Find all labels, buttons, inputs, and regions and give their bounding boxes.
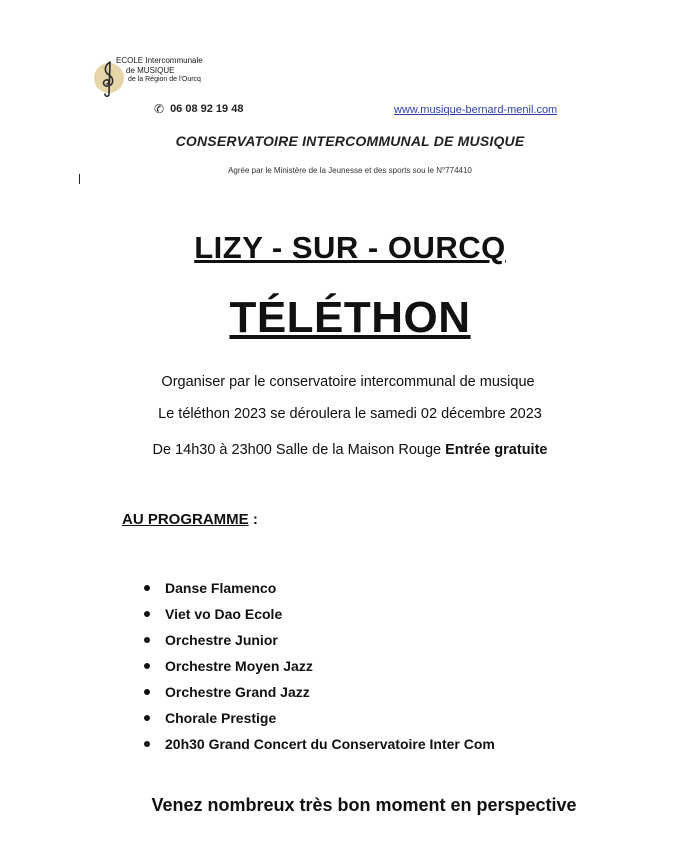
- program-item: [142, 604, 495, 630]
- logo-line-3: de la Région de l'Ourcq: [128, 76, 201, 83]
- event-title: TÉLÉTHON: [229, 293, 471, 342]
- free-entry-text: Entrée gratuite: [445, 442, 548, 458]
- program-item: [142, 630, 495, 656]
- program-list: [142, 578, 495, 760]
- bullet-icon: [144, 611, 150, 617]
- city-title: LIZY - SUR - OURCQ: [194, 230, 506, 265]
- program-item-text: Orchestre Moyen Jazz: [165, 658, 313, 674]
- bullet-icon: [144, 663, 150, 669]
- phone-text: 06 08 92 19 48: [170, 103, 244, 115]
- program-item: [142, 656, 495, 682]
- time-location-line: [0, 442, 700, 458]
- logo-line-1: ECOLE Intercommunale: [116, 56, 203, 65]
- program-item: [142, 578, 495, 604]
- bullet-icon: [144, 585, 150, 591]
- program-item-text: Orchestre Junior: [165, 632, 278, 648]
- phone-icon: ✆: [154, 102, 165, 116]
- program-item: [142, 708, 495, 734]
- program-heading: [122, 511, 258, 528]
- logo-line-2: de MUSIQUE: [126, 65, 175, 75]
- text-cursor-mark: [79, 174, 80, 184]
- program-heading-colon: :: [248, 511, 258, 528]
- bullet-icon: [144, 741, 150, 747]
- program-item-text: Danse Flamenco: [165, 580, 277, 596]
- program-heading-label: AU PROGRAMME: [122, 511, 249, 528]
- logo-text: [116, 56, 203, 85]
- date-line: Le téléthon 2023 se déroulera le samedi 02 décembre 2023: [158, 406, 542, 422]
- bullet-icon: [144, 715, 150, 721]
- phone-number: [154, 102, 243, 116]
- organizer-line: Organiser par le conservatoire intercommunal de musique: [161, 374, 535, 390]
- school-logo: [92, 54, 242, 100]
- time-location-text: De 14h30 à 23h00 Salle de la Maison Rouge: [152, 442, 446, 458]
- program-item-text: Viet vo Dao Ecole: [165, 606, 283, 622]
- program-item-text: 20h30 Grand Concert du Conservatoire Inter Com: [165, 736, 495, 752]
- bullet-icon: [144, 637, 150, 643]
- program-item-text: Orchestre Grand Jazz: [165, 684, 310, 700]
- closing-message: Venez nombreux très bon moment en perspective: [151, 795, 577, 815]
- conservatoire-title: CONSERVATOIRE INTERCOMMUNAL DE MUSIQUE: [175, 133, 525, 149]
- website-link[interactable]: www.musique-bernard-menil.com: [394, 104, 558, 116]
- program-item: [142, 734, 495, 760]
- approval-text: Agrée par le Ministère de la Jeunesse et des sports sou le N°774410: [228, 166, 472, 175]
- bullet-icon: [144, 689, 150, 695]
- program-item: [142, 682, 495, 708]
- program-item-text: Chorale Prestige: [165, 710, 277, 726]
